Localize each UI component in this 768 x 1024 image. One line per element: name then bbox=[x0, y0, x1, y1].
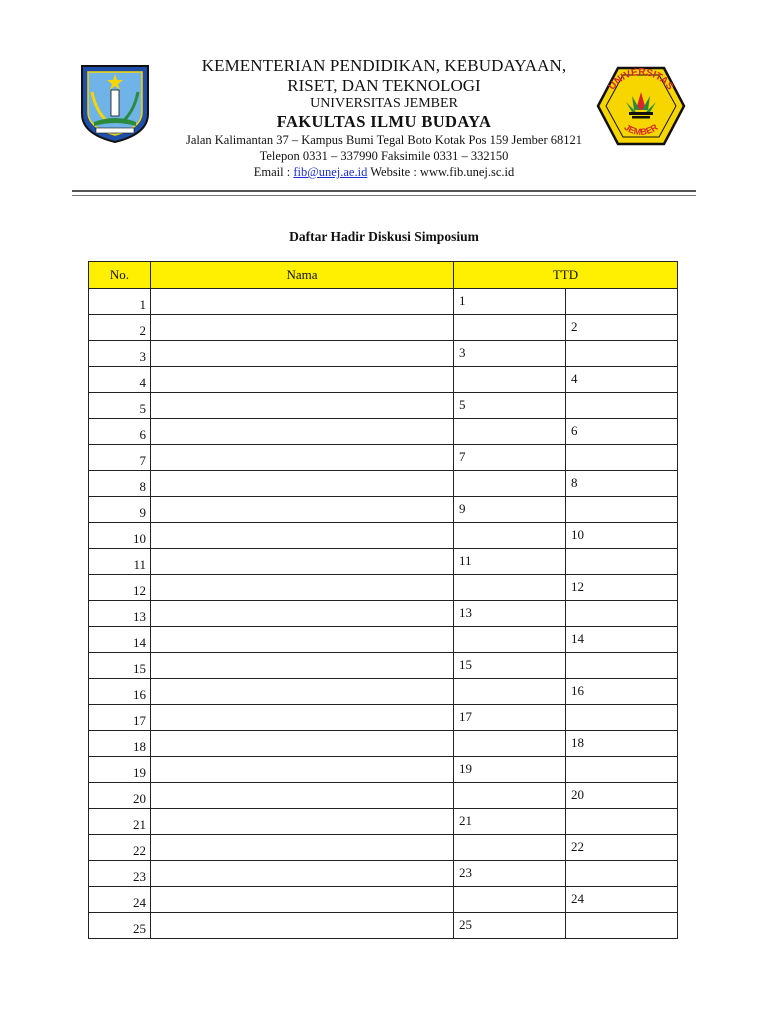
signature-cell-right[interactable]: 22 bbox=[566, 835, 678, 861]
signature-cell-left[interactable]: 3 bbox=[454, 341, 566, 367]
name-cell[interactable] bbox=[151, 731, 454, 757]
row-number: 2 bbox=[89, 315, 151, 341]
row-number: 3 bbox=[89, 341, 151, 367]
universitas-jember-seal-icon bbox=[596, 66, 686, 146]
table-row bbox=[89, 601, 678, 627]
name-cell[interactable] bbox=[151, 289, 454, 315]
signature-cell-right[interactable] bbox=[566, 445, 678, 471]
name-cell[interactable] bbox=[151, 601, 454, 627]
signature-cell-left[interactable] bbox=[454, 679, 566, 705]
row-number: 11 bbox=[89, 549, 151, 575]
signature-cell-right[interactable]: 24 bbox=[566, 887, 678, 913]
letterhead bbox=[170, 56, 598, 180]
name-cell[interactable] bbox=[151, 913, 454, 939]
signature-cell-left[interactable] bbox=[454, 783, 566, 809]
phone-line: Telepon 0331 – 337990 Faksimile 0331 – 332150 bbox=[259, 149, 509, 163]
name-cell[interactable] bbox=[151, 809, 454, 835]
row-number: 7 bbox=[89, 445, 151, 471]
table-row bbox=[89, 367, 678, 393]
signature-cell-right[interactable] bbox=[566, 549, 678, 575]
row-number: 25 bbox=[89, 913, 151, 939]
header-nama: Nama bbox=[151, 262, 454, 289]
signature-cell-left[interactable] bbox=[454, 575, 566, 601]
signature-cell-left[interactable]: 25 bbox=[454, 913, 566, 939]
row-number: 10 bbox=[89, 523, 151, 549]
signature-cell-right[interactable] bbox=[566, 861, 678, 887]
row-number: 24 bbox=[89, 887, 151, 913]
signature-cell-right[interactable]: 20 bbox=[566, 783, 678, 809]
contact-line bbox=[170, 164, 598, 180]
table-row bbox=[89, 887, 678, 913]
signature-cell-left[interactable]: 17 bbox=[454, 705, 566, 731]
name-cell[interactable] bbox=[151, 419, 454, 445]
faculty-name: FAKULTAS ILMU BUDAYA bbox=[276, 112, 492, 131]
table-row bbox=[89, 445, 678, 471]
name-cell[interactable] bbox=[151, 549, 454, 575]
name-cell[interactable] bbox=[151, 315, 454, 341]
row-number: 16 bbox=[89, 679, 151, 705]
row-number: 9 bbox=[89, 497, 151, 523]
table-row bbox=[89, 627, 678, 653]
signature-cell-right[interactable]: 18 bbox=[566, 731, 678, 757]
seal-bottom-text: JEMBER bbox=[622, 121, 660, 138]
table-row bbox=[89, 757, 678, 783]
ministry-name-line1: KEMENTERIAN PENDIDIKAN, KEBUDAYAAN, bbox=[201, 56, 567, 75]
table-row bbox=[89, 393, 678, 419]
row-number: 17 bbox=[89, 705, 151, 731]
signature-cell-left[interactable]: 11 bbox=[454, 549, 566, 575]
signature-cell-left[interactable]: 13 bbox=[454, 601, 566, 627]
table-row bbox=[89, 679, 678, 705]
signature-cell-right[interactable]: 12 bbox=[566, 575, 678, 601]
signature-cell-right[interactable]: 2 bbox=[566, 315, 678, 341]
address-line: Jalan Kalimantan 37 – Kampus Bumi Tegal Boto Kotak Pos 159 Jember 68121 bbox=[185, 133, 583, 147]
signature-cell-left[interactable]: 5 bbox=[454, 393, 566, 419]
row-number: 1 bbox=[89, 289, 151, 315]
table-row bbox=[89, 809, 678, 835]
name-cell[interactable] bbox=[151, 523, 454, 549]
email-label: Email : bbox=[253, 165, 291, 179]
table-row bbox=[89, 913, 678, 939]
signature-cell-right[interactable]: 10 bbox=[566, 523, 678, 549]
signature-cell-right[interactable] bbox=[566, 341, 678, 367]
signature-cell-left[interactable] bbox=[454, 731, 566, 757]
table-row bbox=[89, 861, 678, 887]
signature-cell-right[interactable]: 4 bbox=[566, 367, 678, 393]
signature-cell-left[interactable]: 19 bbox=[454, 757, 566, 783]
row-number: 20 bbox=[89, 783, 151, 809]
row-number: 15 bbox=[89, 653, 151, 679]
row-number: 6 bbox=[89, 419, 151, 445]
header-divider-thin bbox=[72, 195, 696, 196]
row-number: 12 bbox=[89, 575, 151, 601]
signature-cell-left[interactable]: 23 bbox=[454, 861, 566, 887]
name-cell[interactable] bbox=[151, 679, 454, 705]
signature-cell-right[interactable]: 16 bbox=[566, 679, 678, 705]
signature-cell-right[interactable] bbox=[566, 601, 678, 627]
signature-cell-left[interactable]: 21 bbox=[454, 809, 566, 835]
signature-cell-left[interactable]: 1 bbox=[454, 289, 566, 315]
signature-cell-left[interactable] bbox=[454, 419, 566, 445]
table-row bbox=[89, 497, 678, 523]
email-link[interactable]: fib@unej.ae.id bbox=[293, 165, 368, 179]
table-row bbox=[89, 419, 678, 445]
name-cell[interactable] bbox=[151, 367, 454, 393]
table-row bbox=[89, 575, 678, 601]
table-row bbox=[89, 471, 678, 497]
row-number: 5 bbox=[89, 393, 151, 419]
name-cell[interactable] bbox=[151, 653, 454, 679]
name-cell[interactable] bbox=[151, 887, 454, 913]
table-row bbox=[89, 835, 678, 861]
signature-cell-right[interactable] bbox=[566, 757, 678, 783]
table-row bbox=[89, 289, 678, 315]
row-number: 22 bbox=[89, 835, 151, 861]
name-cell[interactable] bbox=[151, 861, 454, 887]
attendance-table bbox=[88, 261, 678, 939]
row-number: 23 bbox=[89, 861, 151, 887]
table-row bbox=[89, 705, 678, 731]
signature-cell-left[interactable]: 7 bbox=[454, 445, 566, 471]
signature-cell-left[interactable] bbox=[454, 471, 566, 497]
name-cell[interactable] bbox=[151, 627, 454, 653]
signature-cell-left[interactable] bbox=[454, 523, 566, 549]
table-row bbox=[89, 549, 678, 575]
name-cell[interactable] bbox=[151, 705, 454, 731]
signature-cell-right[interactable] bbox=[566, 913, 678, 939]
row-number: 14 bbox=[89, 627, 151, 653]
document-title: Daftar Hadir Diskusi Simposium bbox=[289, 229, 479, 244]
university-name: UNIVERSITAS JEMBER bbox=[310, 96, 458, 111]
seal-top-text: UNIVERSITAS bbox=[606, 66, 676, 93]
row-number: 19 bbox=[89, 757, 151, 783]
name-cell[interactable] bbox=[151, 757, 454, 783]
row-number: 18 bbox=[89, 731, 151, 757]
name-cell[interactable] bbox=[151, 575, 454, 601]
signature-cell-left[interactable]: 9 bbox=[454, 497, 566, 523]
signature-cell-right[interactable]: 8 bbox=[566, 471, 678, 497]
signature-cell-right[interactable] bbox=[566, 809, 678, 835]
name-cell[interactable] bbox=[151, 341, 454, 367]
signature-cell-right[interactable] bbox=[566, 705, 678, 731]
signature-cell-left[interactable] bbox=[454, 367, 566, 393]
header-no: No. bbox=[89, 262, 151, 289]
name-cell[interactable] bbox=[151, 471, 454, 497]
table-row bbox=[89, 315, 678, 341]
signature-cell-right[interactable]: 6 bbox=[566, 419, 678, 445]
name-cell[interactable] bbox=[151, 497, 454, 523]
table-row bbox=[89, 341, 678, 367]
table-row bbox=[89, 731, 678, 757]
header-divider-thick bbox=[72, 190, 696, 192]
name-cell[interactable] bbox=[151, 445, 454, 471]
row-number: 4 bbox=[89, 367, 151, 393]
signature-cell-right[interactable] bbox=[566, 393, 678, 419]
signature-cell-left[interactable] bbox=[454, 627, 566, 653]
signature-cell-left[interactable] bbox=[454, 835, 566, 861]
header-ttd: TTD bbox=[454, 262, 678, 289]
east-java-crest-icon bbox=[78, 62, 152, 144]
signature-cell-right[interactable] bbox=[566, 289, 678, 315]
table-row bbox=[89, 523, 678, 549]
signature-cell-left[interactable] bbox=[454, 315, 566, 341]
ministry-name-line2: RISET, DAN TEKNOLOGI bbox=[287, 76, 481, 95]
name-cell[interactable] bbox=[151, 835, 454, 861]
row-number: 13 bbox=[89, 601, 151, 627]
signature-cell-left[interactable]: 15 bbox=[454, 653, 566, 679]
signature-cell-left[interactable] bbox=[454, 887, 566, 913]
signature-cell-right[interactable] bbox=[566, 497, 678, 523]
signature-cell-right[interactable]: 14 bbox=[566, 627, 678, 653]
table-row bbox=[89, 783, 678, 809]
table-row bbox=[89, 653, 678, 679]
row-number: 8 bbox=[89, 471, 151, 497]
row-number: 21 bbox=[89, 809, 151, 835]
name-cell[interactable] bbox=[151, 783, 454, 809]
table-header-row bbox=[89, 262, 678, 289]
website-text: Website : www.fib.unej.sc.id bbox=[370, 165, 515, 179]
name-cell[interactable] bbox=[151, 393, 454, 419]
signature-cell-right[interactable] bbox=[566, 653, 678, 679]
